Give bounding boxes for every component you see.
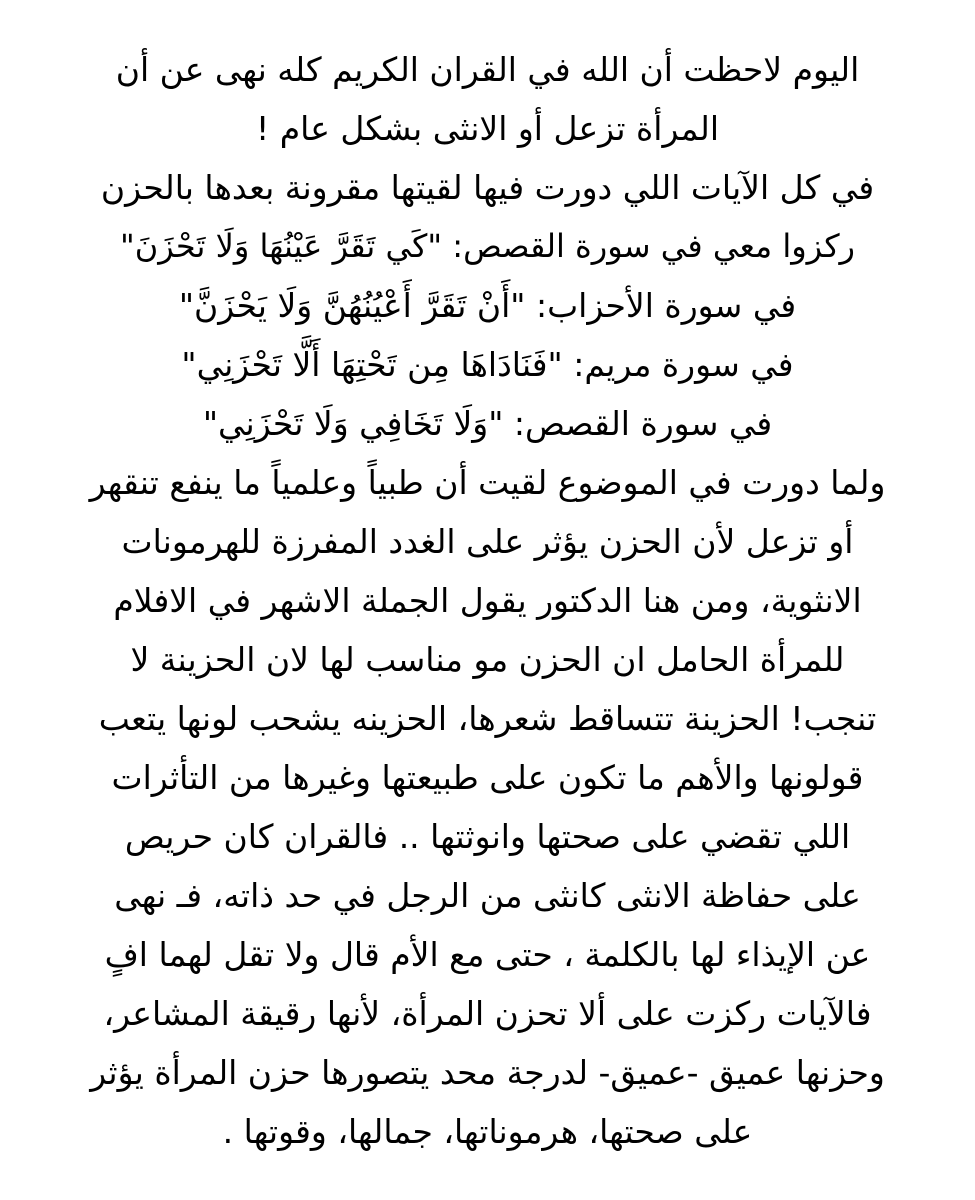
text-line-3: في كل الآيات اللي دورت فيها لقيتها مقرونة بعدها بالحزن (100, 168, 875, 207)
text-line-19: على صحتها، هرموناتها، جمالها، وقوتها . (222, 1112, 753, 1151)
body-text (60, 40, 915, 1161)
text-line-11: للمرأة الحامل ان الحزن مو مناسب لها لان الحزينة لا (130, 640, 845, 679)
text-line-16: عن الإيذاء لها بالكلمة ، حتى مع الأم قال ولا تقل لهما افٍ (104, 935, 871, 974)
text-line-10: الانثوية، ومن هنا الدكتور يقول الجملة الاشهر في الافلام (113, 581, 862, 620)
text-line-14: اللي تقضي على صحتها وانوثتها .. فالقران كان حريص (124, 817, 851, 856)
text-line-8: ولما دورت في الموضوع لقيت أن طبياً وعلمياً ما ينفع تنقهر (89, 463, 886, 502)
text-line-4: ركزوا معي في سورة القصص: "كَي تَقَرَّ عَيْنُهَا وَلَا تَحْزَنَ" (120, 227, 855, 265)
text-line-18: وحزنها عميق -عميق- لدرجة محد يتصورها حزن المرأة يؤثر (90, 1053, 885, 1092)
text-line-2: المرأة تزعل أو الانثى بشكل عام ! (256, 109, 719, 148)
text-line-5: في سورة الأحزاب: "أَنْ تَقَرَّ أَعْيُنُهُنَّ وَلَا يَحْزَنَّ" (178, 286, 797, 325)
text-line-12: تنجب! الحزينة تتساقط شعرها، الحزينه يشحب لونها يتعب (98, 699, 877, 738)
text-line-6: في سورة مريم: "فَنَادَاهَا مِن تَحْتِهَا أَلَّا تَحْزَنِي" (181, 345, 794, 384)
text-line-17: فالآيات ركزت على ألا تحزن المرأة، لأنها رقيقة المشاعر، (103, 994, 872, 1033)
text-line-1: اليوم لاحظت أن الله في القران الكريم كله نهى عن أن (115, 50, 860, 89)
text-line-13: قولونها والأهم ما تكون على طبيعتها وغيرها من التأثرات (111, 758, 864, 797)
text-line-15: على حفاظة الانثى كانثى من الرجل في حد ذاته، فـ نهى (114, 876, 861, 915)
text-line-9: أو تزعل لأن الحزن يؤثر على الغدد المفرزة للهرمونات (121, 522, 854, 561)
text-line-7: في سورة القصص: "وَلَا تَخَافِي وَلَا تَحْزَنِي" (202, 404, 773, 443)
